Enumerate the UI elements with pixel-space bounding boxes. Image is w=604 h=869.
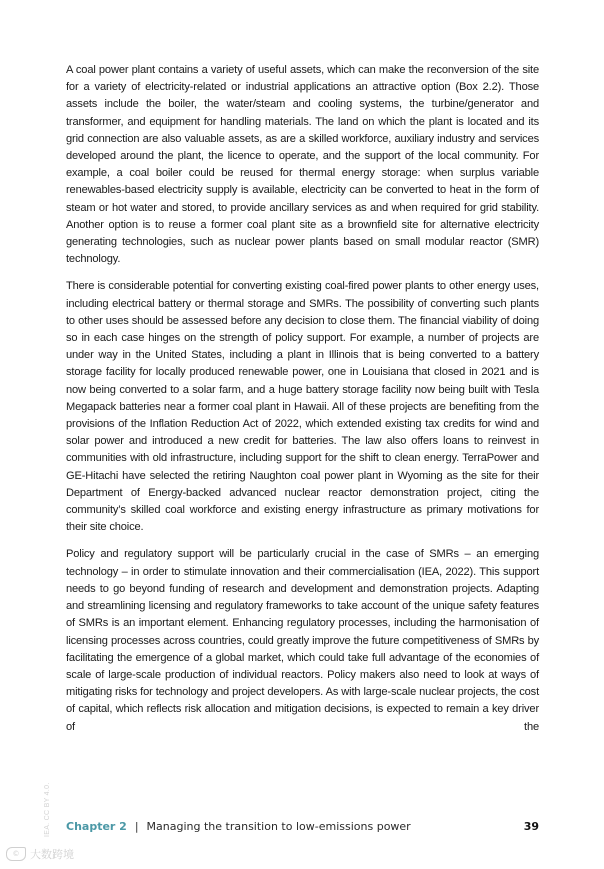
- watermark: [6, 846, 74, 862]
- footer-chapter: Chapter 2: [66, 819, 127, 833]
- license-note: IEA. CC BY 4.0.: [44, 782, 51, 837]
- paragraph-1: A coal power plant contains a variety of useful assets, which can make the reconversion of the site for a variety of electricity-related or industrial applications an attractive option (Box 2.2). Those assets include the boiler, the water/steam and cooling systems, the turbine/generator and transformer, and equipment for handling materials. The land on which the plant is located and its grid connection are also valuable assets, as are a skilled workforce, auxiliary industry and services developed around the plant, the licence to operate, and the support of the local community. For example, a coal boiler could be reused for thermal energy storage: when surplus variable renewables-based electricity supply is available, electricity can be converted to heat in the form of steam or hot water and stored, to provide ancillary services as and when required for grid stability. Another option is to reuse a former coal plant site as a brownfield site for alternative electricity generating technologies, such as nuclear power plants based on small modular reactor (SMR) technology.: [66, 64, 539, 266]
- paragraph-2: There is considerable potential for converting existing coal-fired power plants to other energy uses, including electrical battery or thermal storage and SMRs. The possibility of converting such plants to other uses should be assessed before any decision to close them. The financial viability of doing so in each case hinges on the strength of policy support. For example, a number of projects are under way in the United States, including a plant in Illinois that is being converted to a battery storage facility for locally produced renewable power, one in Louisiana that closed in 2021 and is now being converted to a solar farm, and a huge battery storage facility now being built with Tesla Megapack batteries near a former coal plant in Hawaii. All of these projects are benefiting from the provisions of the Inflation Reduction Act of 2022, which extended existing tax credits for wind and solar power and introduced a new credit for batteries. The law also offers loans to reinvest in communities with old infrastructure, including support for the shift to clean energy. TerraPower and GE-Hitachi have selected the retiring Naughton coal power plant in Wyoming as the site for their Department of Energy-backed advanced nuclear reactor demonstration project, citing the community’s skilled coal workforce and existing energy infrastructure as primary motivations for their site choice.: [66, 280, 539, 534]
- watermark-text: 大数跨境: [30, 848, 74, 861]
- paragraph-3: Policy and regulatory support will be particularly crucial in the case of SMRs – an emerging technology – in order to stimulate innovation and their commercialisation (IEA, 2022). This support needs to go beyond funding of research and development and demonstration projects. Adapting and streamlining licensing and regulatory frameworks to take account of the unique safety features of SMRs is an important element. Enhancing regulatory processes, including the harmonisation of licensing processes across countries, could greatly improve the future competitiveness of SMRs by facilitating the emergence of a global market, which could take full advantage of the economies of scale of large-scale production of individual reactors. Policy makers also need to look at ways of mitigating risks for technology and project developers. As with large-scale nuclear projects, the cost of capital, which reflects risk allocation and mitigation decisions, is expected to remain a key driver of the: [66, 548, 539, 733]
- page-footer: [66, 818, 539, 834]
- watermark-logo-icon: ©: [6, 847, 26, 861]
- page-number: 39: [523, 819, 539, 833]
- body-text: [66, 62, 539, 746]
- footer-separator: |: [134, 819, 139, 833]
- footer-title: Managing the transition to low-emissions power: [146, 819, 411, 833]
